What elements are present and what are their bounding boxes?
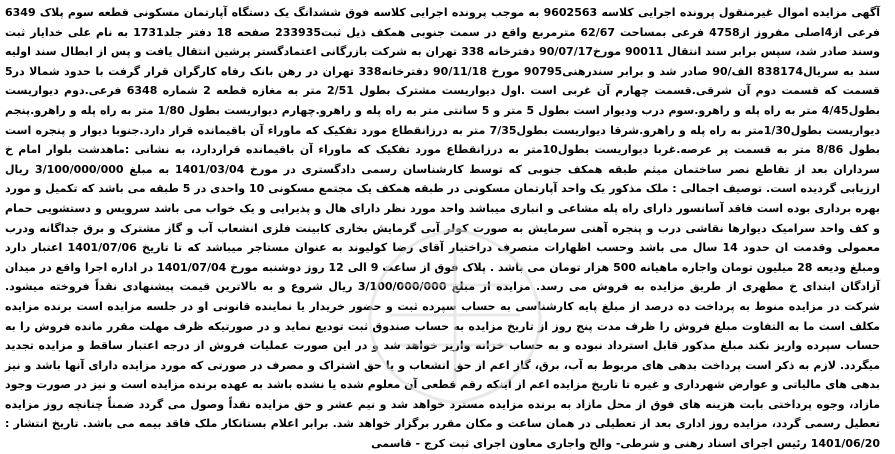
notice-text: آگهی مزایده اموال غیرمنقول پرونده اجرایی کلاسه 9602563 به موجب پرونده اجرایی کلاسه فوق ششدانگ یک دستگاه آپارتمان مسکونی قطعه سوم پلاک 6349 فرعی از4اصلی مفروز از4758 فرعی بمساحت 62/67 مترمربع واقع در سمت جنوبی همکف ذیل ثبت233935 صفحه 18 دفتر جلد1731 به نام علی خدایار ثبت وسند صادر شد، سپس برابر سند انتقال 90011 مورخ90/07/17 دفترخانه 338 تهران به شرکت بازرگانی اعتمادگستر پرشین انتقال یافت و پس از ابطال سند اولیه سند به سریال838174 الف/90 صادر شد و برابر سندرهنی90795 مورخ 90/11/18 دفترخانه338 تهران در رهن بانک رفاه کارگران قرار گرفت با حدود شمالا در5 قسمت که قسمت دوم آن شرقی.قسمت چهارم آن غربی است .اول دیواریست مشترک بطول 2/51 متر به مغازه قطعه 2 شماره 6348 فرعی.دوم دیواریست بطول4/45 متر به راه پله و راهرو.سوم درب ودیوار است بطول 5 متر و 5 سانتی متر به راه پله و راهرو.چهارم دیواریست بطول 1/80 متر به راه پله و راهرو.پنجم دیواریست بطول1/30متر به راه پله و راهرو.شرقا دیواریست بطول7/35 متر به درزانقطاع مورد تفکیک که ماوراء آن باقیمانده قرار دارد.جنوبا دیوار و پنجره است بطول 8/86 متر به قسمت پر عرصه.غربا دیواریست بطول10متر به درزانقطاع مورد تفکیک که ماوراء آن باقیمانده قراردارد، به نشانی :ماهدشت بلوار امام خ سرداران بعد از تقاطع نصر ساختمان میثم طبقه همکف جنوبی که توسط کارشناسان رسمی دادگستری در مورخ 1401/03/04 به مبلغ 3/100/000/000 ریال ارزیابی گردیده است. توصیف اجمالی : ملک مذکور یک واحد آپارتمان مسکونی در طبقه همکف یک مجتمع مسکونی 10 واحدی در 5 طبقه می باشد که تکمیل و مورد بهره برداری بوده است فاقد آسانسور دارای راه پله مشاعی و انباری میباشد واحد مورد نظر دارای هال و پذیرایی و یک خواب می باشد سرویس و دستشویی حمام و کف واحد سرامیک دیوارها نقاشی درب و پنجره آهنی سرمایش به صورت کولر آبی گرمایش بخاری کابینت فلزی انشعاب آب و گاز مشترک و برق جداگانه ودرب معمولی وقدمت ان حدود 14 سال می باشد وحسب اظهارات متصرف دراختیار آقای رضا کولیوند به عنوان مستاجر میباشد که تا تاریخ 1401/07/06 اعتبار دارد ومبلغ ودیعه 28 میلیون تومان واجاره ماهیانه 500 هزار تومان می باشد . پلاک فوق از ساعت 9 الی 12 روز دوشنبه مورخ 1401/07/04 در اداره اجرا واقع در میدان آزادگان ابتدای خ مطهری از طریق مزایده به فروش می رسد. مزایده از مبلغ 3/100/000/000 ریال شروع و به بالاترین قیمت پیشنهادی نقداً فروخته میشود. شرکت در مزایده منوط به پرداخت ده درصد از مبلغ پایه کارشناسی به حساب سپرده ثبت و حضور خریدار یا نماینده قانونی او در جلسه مزایده است برنده مزایده مکلف است ما به التفاوت مبلغ فروش را ظرف مدت پنج روز از تاریخ مزایده به حساب صندوق ثبت تودیع نماید و در صورتیکه ظرف مهلت مقرر مانده فروش را به حساب سپرده واریز نکند مبلغ مذکور قابل استرداد نبوده و به حساب خزانه واریز خواهد شد و در این صورت عملیات فروش از درجه اعتبار ساقط و مزایده تجدید میگردد. لازم به ذکر است پرداخت بدهی های مربوط به آب، برق، گاز اعم از حق انشعاب و یا حق اشتراک و مصرف در صورتی که مورد مزایده دارای آنها باشد و نیز بدهی های مالیاتی و عوارض شهرداری و غیره تا تاریخ مزایده اعم از اینکه رقم قطعی آن معلوم شده یا نشده باشد به عهده برنده مزایده است و نیز در صورت وجود مازاد، وجوه پرداختی بابت هزینه های فوق از محل مازاد به برنده مزایده مسترد خواهد شد و نیم عشر و حق مزایده نقداً وصول می گردد ضمناً چنانچه روز مزایده تعطیل رسمی گردد، مزایده روز اداری بعد از تعطیلی در همان ساعت و مکان مقرر برگزار خواهد شد. برابر اعلام بستانکار ملک فاقد بیمه می باشد. تاریخ انتشار : 1401/06/20 رئیس اجرای اسناد رهنی و شرطی- والح واجاری معاون اجرای ثبت کرج - قاسمی (5, 6, 881, 451)
